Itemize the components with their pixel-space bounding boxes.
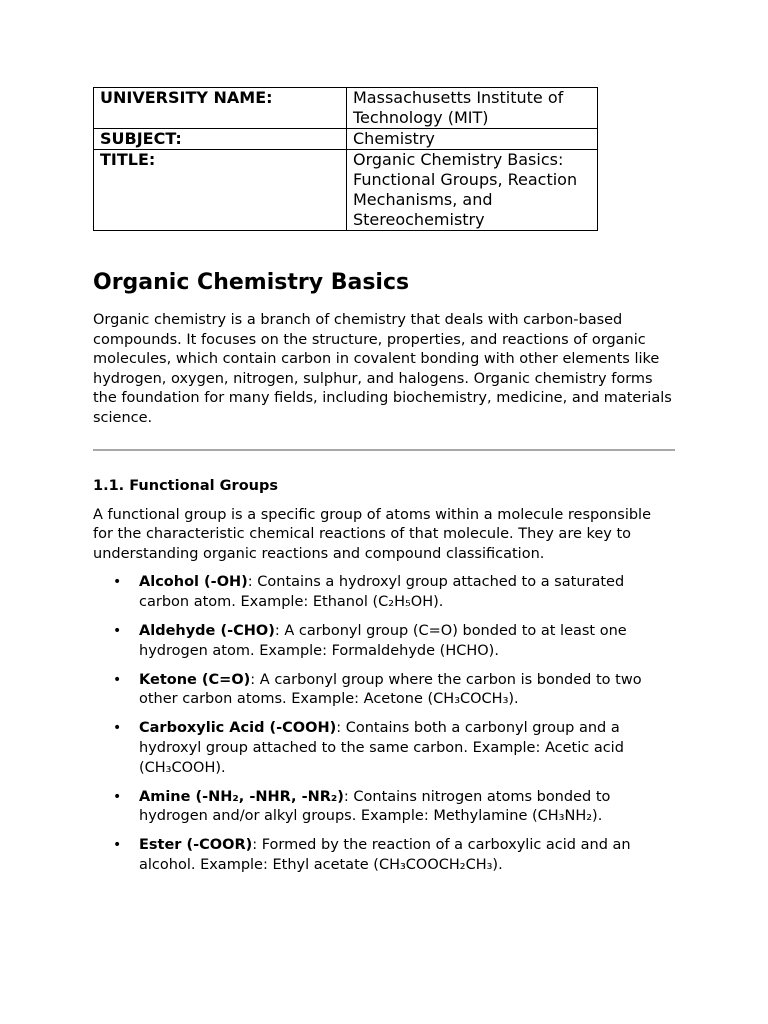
item-description: : A carbonyl group where the carbon is bonded to two other carbon atoms. Example: Acetone (CH₃COCH₃). (139, 671, 642, 708)
item-description: : Formed by the reaction of a carboxylic acid and an alcohol. Example: Ethyl acetate (CH₃COOCH₂CH₃). (139, 837, 631, 873)
subject-row (94, 129, 598, 150)
item-description: : Contains nitrogen atoms bonded to hydrogen and/or alkyl groups. Example: Methylamine (CH₃NH₂). (139, 788, 611, 825)
item-name: Alcohol (-OH) (139, 574, 248, 591)
section-title: 1.1. Functional Groups (93, 477, 279, 494)
section-paragraph: A functional group is a specific group of atoms within a molecule responsible for the characteristic chemical reactions of that molecule. They are key to understanding organic reactions and compound classification. (93, 506, 651, 562)
bullet-icon: • (113, 623, 122, 640)
list-item-alcohol (93, 573, 675, 612)
item-name: Ester (-COOR) (139, 837, 253, 854)
list-item-carboxylic-acid (93, 719, 675, 778)
title-value: Organic Chemistry Basics: Functional Groups, Reaction Mechanisms, and Stereochemistry (347, 150, 598, 231)
bullet-icon: • (113, 720, 122, 737)
item-name: Ketone (C=O) (139, 671, 251, 688)
list-item-ester (93, 836, 675, 875)
bullet-icon: • (113, 788, 122, 805)
title-label: TITLE: (94, 150, 347, 231)
document-title: Organic Chemistry Basics (93, 270, 410, 295)
item-name: Aldehyde (-CHO) (139, 623, 275, 640)
list-item-aldehyde (93, 622, 675, 661)
header-info-table (93, 87, 598, 231)
horizontal-divider (93, 449, 675, 451)
university-value: Massachusetts Institute of Technology (MIT) (347, 88, 598, 129)
item-description: : A carbonyl group (C=O) bonded to at least one hydrogen atom. Example: Formaldehyde (HCHO). (139, 623, 627, 659)
item-name: Amine (-NH₂, -NHR, -NR₂) (139, 788, 344, 805)
bullet-icon: • (113, 671, 122, 688)
title-row (94, 150, 598, 231)
subject-label: SUBJECT: (94, 129, 347, 150)
bullet-icon: • (113, 837, 122, 854)
list-item-amine (93, 788, 675, 827)
item-description: : Contains a hydroxyl group attached to a saturated carbon atom. Example: Ethanol (C₂H₅OH). (139, 574, 625, 610)
functional-groups-list (93, 573, 675, 875)
item-description: : Contains both a carbonyl group and a hydroxyl group attached to the same carbon. Example: Acetic acid (CH₃COOH). (139, 720, 624, 776)
university-row (94, 88, 598, 129)
intro-paragraph: Organic chemistry is a branch of chemistry that deals with carbon-based compounds. It focuses on the structure, properties, and reactions of organic molecules, which contain carbon in covalent bonding with other elements like hydrogen, oxygen, nitrogen, sulphur, and halogens. Organic chemistry forms the foundation for many fields, including biochemistry, medicine, and materials science. (93, 312, 672, 426)
item-name: Carboxylic Acid (-COOH) (139, 720, 337, 737)
university-label: UNIVERSITY NAME: (94, 88, 347, 129)
subject-value: Chemistry (347, 129, 598, 150)
bullet-icon: • (113, 574, 122, 591)
document-page (93, 87, 675, 885)
list-item-ketone (93, 671, 675, 710)
